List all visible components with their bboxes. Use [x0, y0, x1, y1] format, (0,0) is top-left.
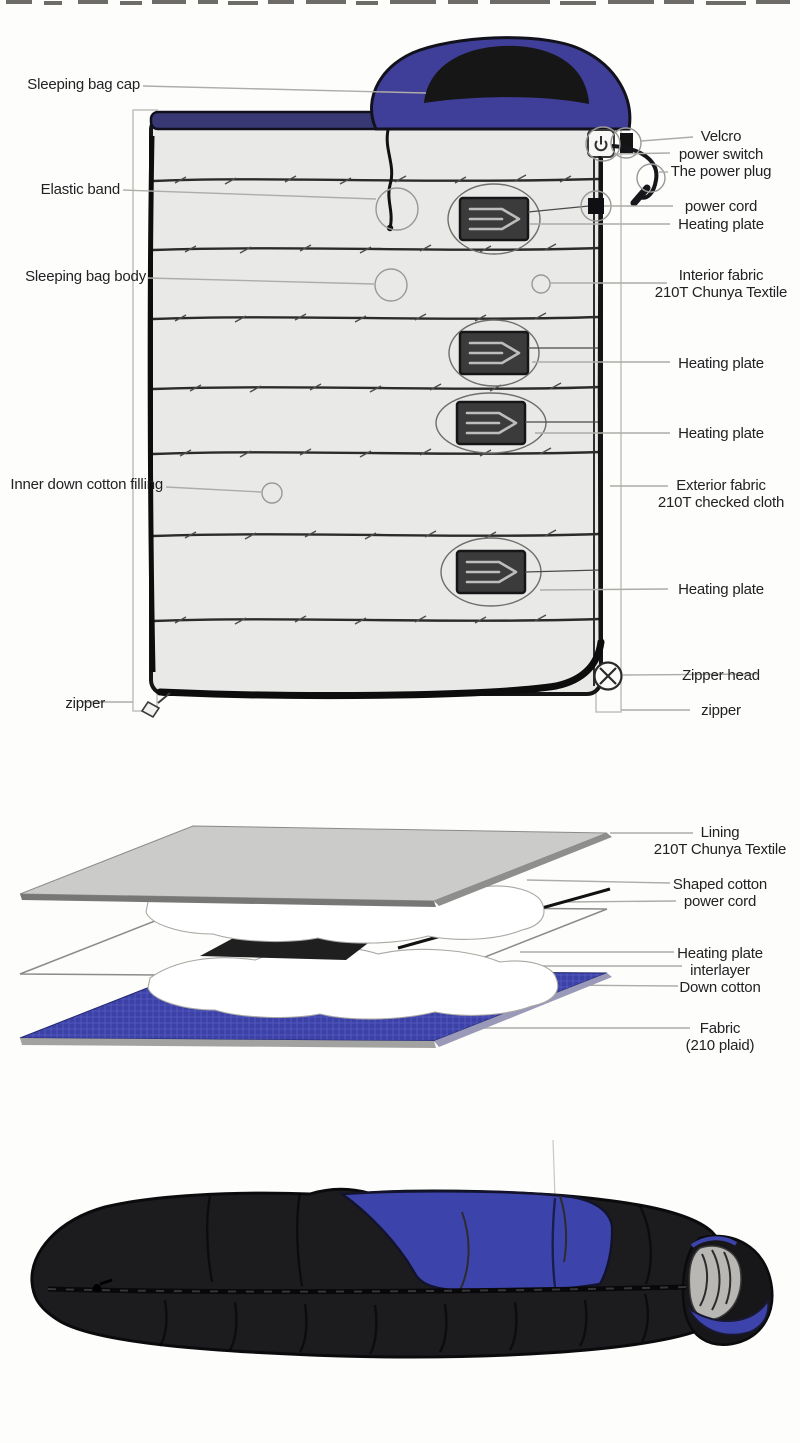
- label-lining-1: Lining: [700, 824, 740, 841]
- label-fabric-1: Fabric: [699, 1020, 741, 1037]
- label-sleeping-bag-cap: Sleeping bag cap: [27, 76, 140, 93]
- label-velcro: Velcro: [700, 128, 742, 145]
- zipper-head-icon: [595, 663, 622, 690]
- cropped-banner-remnant: [6, 2, 790, 3]
- label-exterior-fabric-2: 210T checked cloth: [657, 494, 785, 511]
- sleeping-bag-body-art: [150, 116, 601, 696]
- power-switch-icon: [588, 130, 614, 157]
- zipper-pull-left: [142, 693, 170, 717]
- sleeping-bag-hood: [372, 38, 630, 129]
- label-interior-fabric-2: 210T Chunya Textile: [654, 284, 788, 301]
- bag-side-hood: [683, 1236, 772, 1345]
- label-power-cord: power cord: [684, 198, 758, 215]
- label-heating-plate-4: Heating plate: [678, 581, 764, 598]
- label-power-plug: The power plug: [670, 163, 772, 180]
- label-interlayer: interlayer: [690, 962, 750, 979]
- label-lining-2: 210T Chunya Textile: [653, 841, 787, 858]
- label-fabric-2: (210 plaid): [685, 1037, 755, 1054]
- label-heating-plate-3: Heating plate: [678, 425, 764, 442]
- label-layer-heating-plate: Heating plate: [677, 945, 763, 962]
- label-down-cotton: Down cotton: [679, 979, 761, 996]
- label-zipper-right: zipper: [701, 702, 741, 719]
- label-layer-power-cord: power cord: [683, 893, 757, 910]
- sketch-stray-line: [553, 1140, 555, 1198]
- layer-down-cotton: [148, 947, 558, 1019]
- label-heating-plate-1: Heating plate: [678, 216, 764, 233]
- bag-side-view: [32, 1189, 772, 1357]
- label-heating-plate-2: Heating plate: [678, 355, 764, 372]
- label-zipper-head: Zipper head: [682, 667, 760, 684]
- label-power-switch: power switch: [678, 146, 764, 163]
- power-cord-connector: [588, 198, 604, 214]
- label-exterior-fabric-1: Exterior fabric: [676, 477, 766, 494]
- label-inner-down-cotton: Inner down cotton filling: [10, 476, 163, 493]
- label-sleeping-bag-body: Sleeping bag body: [25, 268, 146, 285]
- label-interior-fabric-1: Interior fabric: [678, 267, 764, 284]
- label-shaped-cotton: Shaped cotton: [672, 876, 768, 893]
- left-edge: [150, 136, 153, 672]
- label-zipper-left: zipper: [65, 695, 105, 712]
- power-cord-vertical: [599, 156, 600, 640]
- label-elastic-band: Elastic band: [40, 181, 120, 198]
